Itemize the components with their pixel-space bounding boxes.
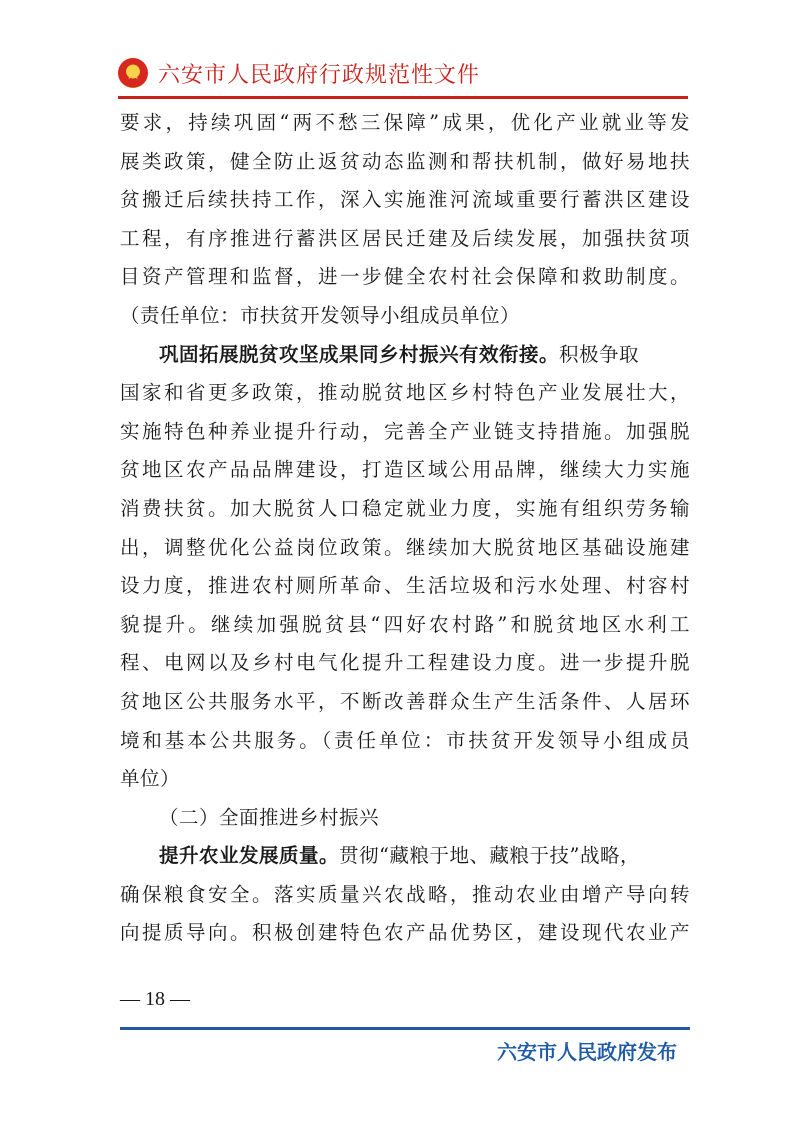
text-line: 境和基本公共服务。（责任单位：市扶贫开发领导小组成员 xyxy=(120,728,690,752)
text-line: 确保粮食安全。落实质量兴农战略，推动农业由增产导向转 xyxy=(120,882,690,906)
text-line: 工程，有序推进行蓄洪区居民迁建及后续发展，加强扶贫项 xyxy=(120,226,690,250)
text-line: 展类政策，健全防止返贫动态监测和帮扶机制，做好易地扶 xyxy=(120,149,690,173)
paragraph-text: 贯彻“藏粮于地、藏粮于技”战略， xyxy=(339,844,640,868)
document-body xyxy=(120,104,700,953)
text-line: 目资产管理和监督，进一步健全农村社会保障和救助制度。 xyxy=(120,265,690,289)
responsibility-note: （责任单位：市扶贫开发领导小组成员单位） xyxy=(120,303,521,327)
text-line: 出，调整优化公益岗位政策。继续加大脱贫地区基础设施建 xyxy=(120,535,690,559)
paragraph-text: 积极争取 xyxy=(559,342,640,366)
text-line: 貌提升。继续加强脱贫县“四好农村路”和脱贫地区水利工 xyxy=(120,612,690,636)
paragraph-consolidate-first-line xyxy=(120,336,700,375)
text-line: 贫地区公共服务水平，不断改善群众生产生活条件、人居环 xyxy=(120,689,690,713)
text-line: 贫搬迁后续扶持工作，深入实施淮河流域重要行蓄洪区建设 xyxy=(120,188,690,212)
text-line: 国家和省更多政策，推动脱贫地区乡村特色产业发展壮大， xyxy=(120,381,690,405)
text-line: 要求，持续巩固“两不愁三保障”成果，优化产业就业等发 xyxy=(120,111,690,134)
text-line: 设力度，推进农村厕所革命、生活垃圾和污水处理、村容村 xyxy=(120,574,690,598)
text-line: 单位） xyxy=(120,767,181,791)
document-header xyxy=(118,56,698,96)
national-emblem-icon xyxy=(118,58,148,88)
document-series-title: 六安市人民政府行政规范性文件 xyxy=(158,63,481,88)
text-line: 贫地区农产品品牌建设，打造区域公用品牌，继续大力实施 xyxy=(120,458,690,482)
paragraph-heading: 提升农业发展质量。 xyxy=(159,844,340,868)
text-line: 程、电网以及乡村电气化提升工程建设力度。进一步提升脱 xyxy=(120,651,690,675)
text-line: 向提质导向。积极创建特色农产品优势区，建设现代农业产 xyxy=(120,921,690,945)
paragraph-agriculture-first-line xyxy=(120,837,700,876)
page-number: — 18 — xyxy=(120,988,190,1010)
header-divider xyxy=(118,96,688,99)
footer-divider xyxy=(120,1027,690,1030)
section-heading: （二）全面推进乡村振兴 xyxy=(159,805,380,829)
footer-publisher: 六安市人民政府发布 xyxy=(497,1040,677,1064)
paragraph-heading: 巩固拓展脱贫攻坚成果同乡村振兴有效衔接。 xyxy=(159,342,560,366)
text-line: 实施特色种养业提升行动，完善全产业链支持措施。加强脱 xyxy=(120,419,690,443)
text-line: 消费扶贫。加大脱贫人口稳定就业力度，实施有组织劳务输 xyxy=(120,496,690,520)
